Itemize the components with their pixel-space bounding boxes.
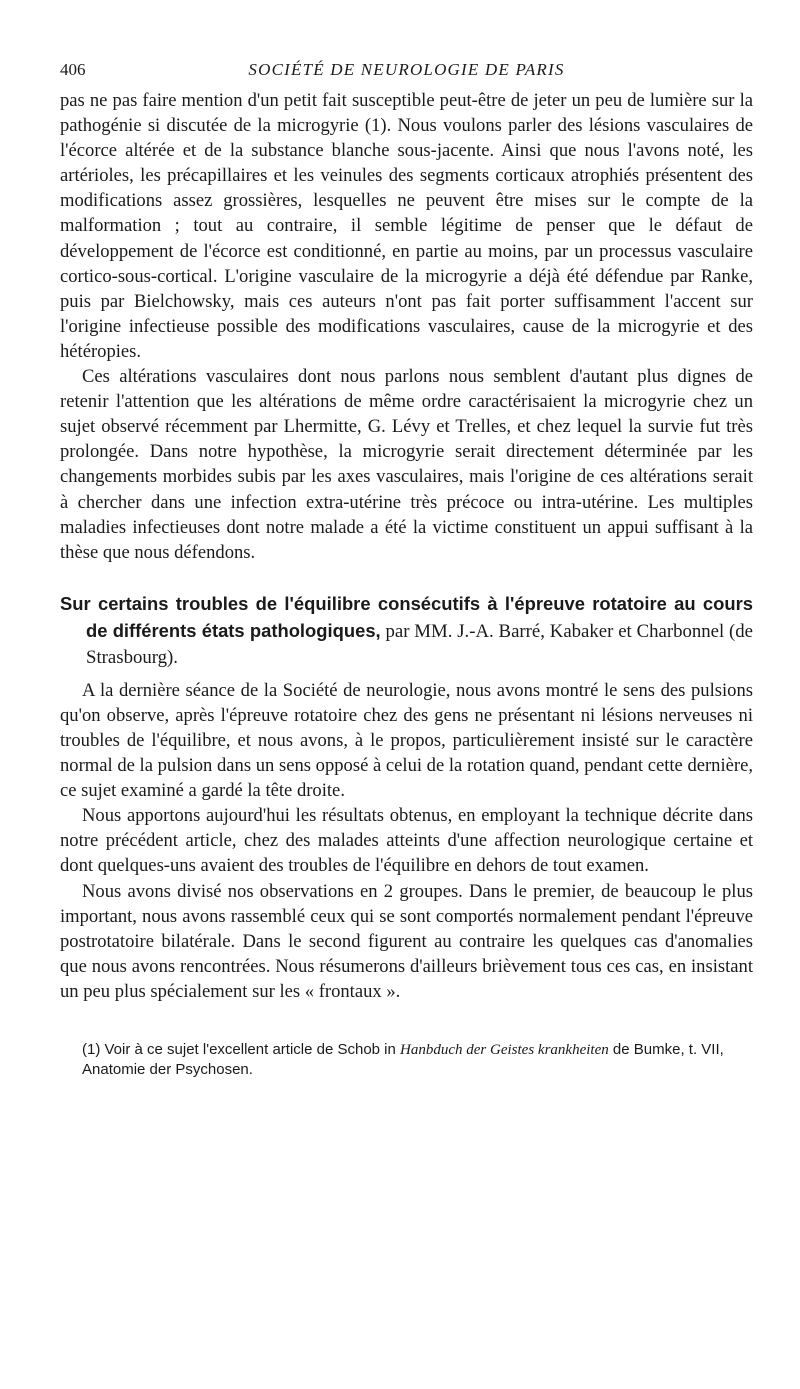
document-page [60,60,753,1079]
paragraph: Ces altérations vasculaires dont nous parlons nous semblent d'autant plus dignes de retenir l'attention que les altérations de même ordre caractérisaient la microgyrie chez un sujet observé récemment par Lhermitte, G. Lévy et Trelles, et chez lequel la survie fut très prolongée. Dans notre hypothèse, la microgyrie serait directement déterminée par les changements morbides subis par les axes vasculaires, mais l'origine de ces altérations serait à chercher dans une infection extra-utérine très précoce ou intra-utérine. Les multiples maladies infectieuses dont notre malade a été la victime constituent un appui suffisant à la thèse que nous défendons. [60,366,753,563]
footnote [60,1040,753,1079]
paragraph: Nous avons divisé nos observations en 2 groupes. Dans le premier, de beaucoup le plus important, nous avons rassemblé ceux qui se sont comportés normalement pendant l'épreuve postrotatoire bilatérale. Dans le second figurent au contraire les quelques cas d'anomalies que nous avons rencontrées. Nous résumerons d'ailleurs brièvement tous ces cas, en insistant un peu plus spécialement sur les « frontaux ». [60,880,753,1002]
body-text-after [60,678,753,1004]
journal-title: SOCIÉTÉ DE NEUROLOGIE DE PARIS [248,60,565,79]
paragraph: A la dernière séance de la Société de neurologie, nous avons montré le sens des pulsions qu'on observe, après l'épreuve rotatoire chez des gens ne présentant ni lésions nerveuses ni troubles de l'équilibre, et nous avons, à le propos, particulièrement insisté sur le caractère normal de la pulsion dans un sens opposé à celui de la rotation quand, pendant cette dernière, ce sujet examiné a gardé la tête droite. [60,679,753,802]
article-authors: par MM. J.-A. Barré, Kabaker et Charbonnel (de Strasbourg). [86,620,753,668]
paragraph-continued: pas ne pas faire mention d'un petit fait susceptible peut-être de jeter un peu de lumière sur la pathogénie si discutée de la microgyrie (1). Nous voulons parler des lésions vasculaires de l'écorce altérée et de la substance blanche sous-jacente. Ainsi que nous l'avons noté, les artérioles, les précapillaires et les veinules des segments corticaux atrophiés présentent des modifications assez grossières, lesquelles ne peuvent être mises sur le compte de la malformation ; tout au contraire, il semble légitime de penser que le défaut de développement de l'écorce est conditionné, en partie au moins, par un processus vasculaire cortico-sous-cortical. L'origine vasculaire de la microgyrie a déjà été défendue par Ranke, puis par Bielchowsky, mais ces auteurs n'ont pas fait porter suffisamment l'accent sur l'origine infectieuse possible des modifications vasculaires, cause de la microgyrie et des hétéropies. [60,90,753,362]
page-number: 406 [60,60,86,79]
article-title: Sur certains troubles de l'équilibre consécutifs à l'épreuve rotatoire au cours de différents états pathologiques, [60,592,753,641]
running-head [60,60,753,88]
paragraph: Nous apportons aujourd'hui les résultats obtenus, en employant la technique décrite dans notre précédent article, chez des malades atteints d'une affection neurologique certaine et dont quelques-uns avaient des troubles de l'équilibre en dehors de tout examen. [60,805,753,877]
body-text-before [60,88,753,565]
article-heading [60,591,753,671]
footnote-work-title: Hanbduch der Geistes krankheiten [400,1042,609,1058]
footnote-prefix: (1) Voir à ce sujet l'excellent article de Schob in [82,1041,401,1058]
footnote-suffix: de Bumke, t. VII, Anatomie der Psychosen. [82,1041,724,1078]
